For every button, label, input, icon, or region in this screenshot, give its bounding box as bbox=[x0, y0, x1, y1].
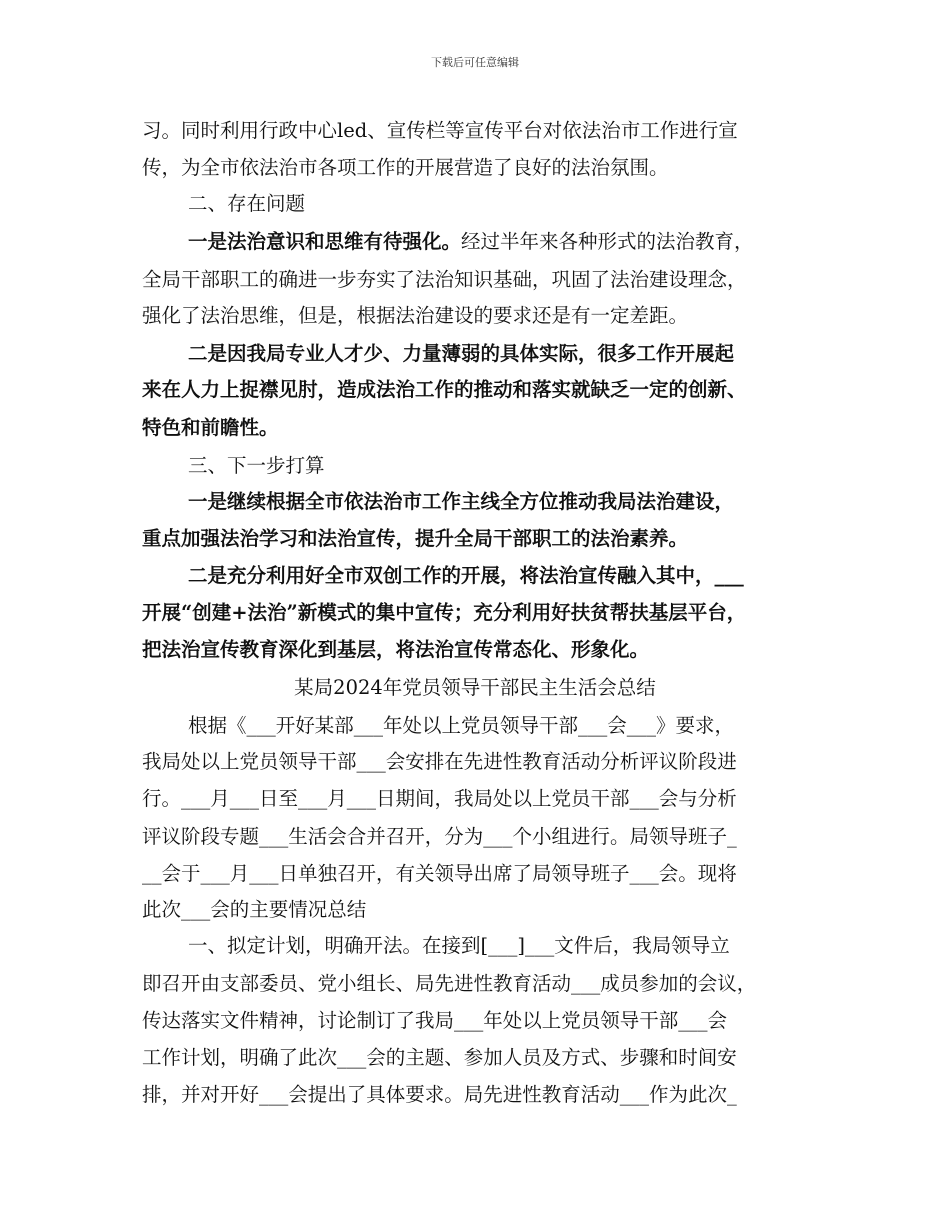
body-line: 根据《___开好某部___年处以上党员领导干部___会___》要求， bbox=[188, 714, 735, 737]
body-line: 传，为全市依法治市各项工作的开展营造了良好的法治氛围。 bbox=[142, 156, 669, 179]
body-line: 排，并对开好___会提出了具体要求。局先进性教育活动___作为此次_ bbox=[142, 1083, 737, 1106]
body-line: 全局干部职工的确进一步夯实了法治知识基础，巩固了法治建设理念， bbox=[142, 268, 747, 291]
body-line: 一、拟定计划，明确开法。在接到[___]___文件后，我局领导立 bbox=[188, 934, 730, 957]
body-line: 习。同时利用行政中心led、宣传栏等宣传平台对依法治市工作进行宣 bbox=[142, 119, 738, 142]
body-line: 传达落实文件精神，讨论制订了我局___年处以上党员领导干部___会 bbox=[142, 1009, 728, 1032]
body-line-bold: 开展“创建+法治”新模式的集中宣传；充分利用好扶贫帮扶基层平台， bbox=[142, 601, 747, 624]
body-line: 即召开由支部委员、党小组长、局先进性教育活动___成员参加的会议， bbox=[142, 972, 757, 995]
body-line: 我局处以上党员领导干部___会安排在先进性教育活动分析评议阶段进 bbox=[142, 750, 737, 773]
body-line: 强化了法治思维，但是，根据法治建设的要求还是有一定差距。 bbox=[142, 304, 689, 327]
page-header: 下载后可任意编辑 bbox=[431, 56, 519, 69]
body-line: 评议阶段专题___生活会合并召开，分为___个小组进行。局领导班子_ bbox=[142, 825, 737, 848]
body-line-bold: 把法治宣传教育深化到基层，将法治宣传常态化、形象化。 bbox=[142, 638, 650, 661]
body-line-bold: 特色和前瞻性。 bbox=[142, 416, 279, 439]
body-text: 经过半年来各种形式的法治教育， bbox=[461, 230, 754, 253]
section-heading: 二、存在问题 bbox=[188, 192, 306, 215]
body-line: 行。___月___日至___月___日期间，我局处以上党员干部___会与分析 bbox=[142, 787, 737, 810]
body-line: __会于___月___日单独召开，有关领导出席了局领导班子___会。现将 bbox=[142, 862, 737, 885]
body-line: 此次___会的主要情况总结 bbox=[142, 898, 367, 921]
body-line-bold: 来在人力上捉襟见肘，造成法治工作的推动和落实就缺乏一定的创新、 bbox=[142, 378, 747, 401]
bold-lead: 一是法治意识和思维有待强化。 bbox=[188, 230, 462, 253]
document-title: 某局2024年党员领导干部民主生活会总结 bbox=[294, 676, 656, 699]
body-line-bold: 重点加强法治学习和法治宣传，提升全局干部职工的法治素养。 bbox=[142, 527, 689, 550]
body-line-bold: 二是充分利用好全市双创工作的开展，将法治宣传融入其中，___ bbox=[188, 564, 744, 587]
body-line-bold: 一是继续根据全市依法治市工作主线全方位推动我局法治建设， bbox=[188, 490, 735, 513]
body-line-bold: 二是因我局专业人才少、力量薄弱的具体实际，很多工作开展起 bbox=[188, 342, 735, 365]
body-line bbox=[188, 226, 754, 254]
body-line: 工作计划，明确了此次___会的主题、参加人员及方式、步骤和时间安 bbox=[142, 1046, 737, 1069]
section-heading: 三、下一步打算 bbox=[188, 454, 325, 477]
